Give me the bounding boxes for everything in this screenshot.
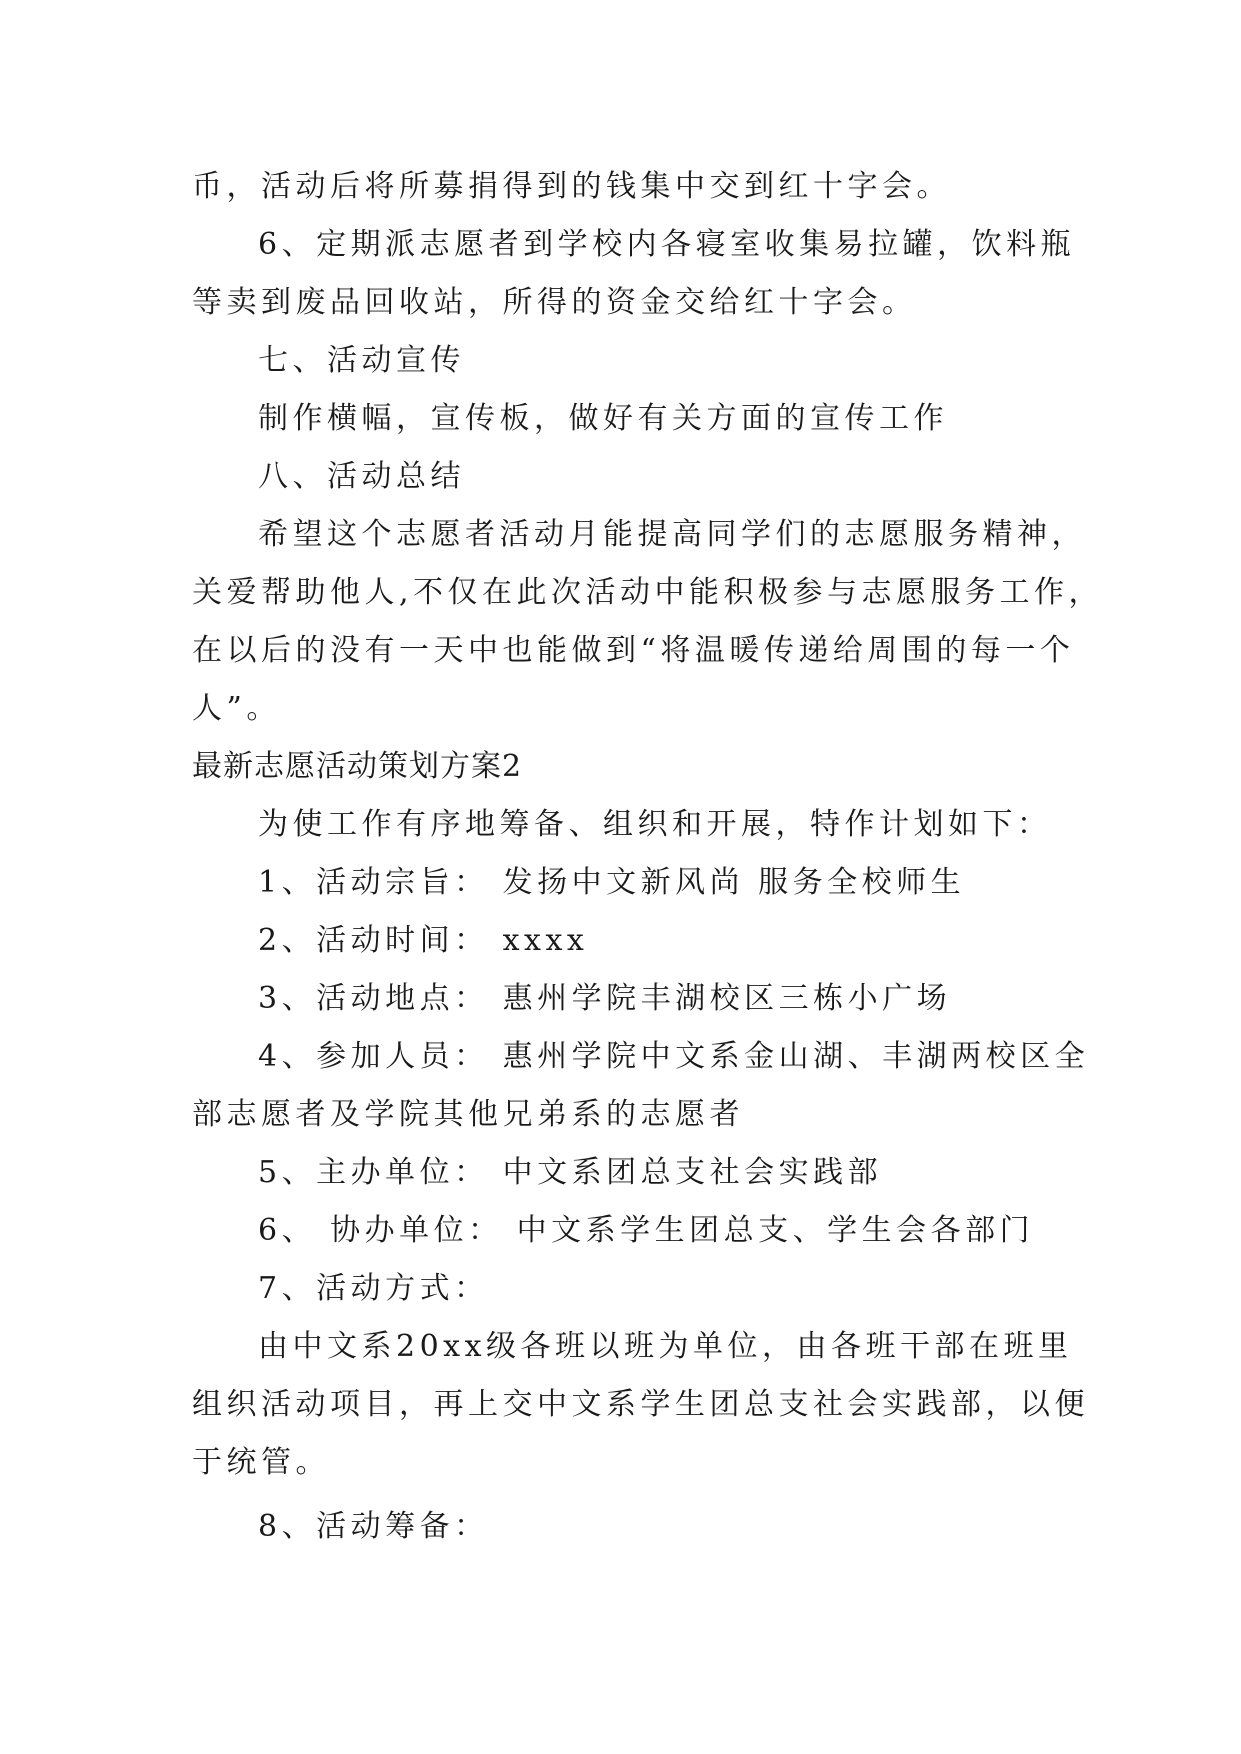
text-line: 8、活动筹备： (258, 1509, 489, 1544)
text-line: 4、参加人员： 惠州学院中文系金山湖、丰湖两校区全 (258, 1039, 1090, 1074)
text-line: 七、活动宣传 (258, 343, 465, 378)
text-line: 5、主办单位： 中文系团总支社会实践部 (258, 1155, 883, 1190)
text-line: 部志愿者及学院其他兄弟系的志愿者 (192, 1097, 744, 1132)
text-line: 在以后的没有一天中也能做到“将温暖传递给周围的每一个 (192, 633, 1075, 668)
text-line: 于统管。 (192, 1445, 330, 1480)
text-line: 制作横幅，宣传板，做好有关方面的宣传工作 (258, 401, 948, 436)
text-line: 3、活动地点： 惠州学院丰湖校区三栋小广场 (258, 981, 952, 1016)
document-body (192, 158, 1104, 1556)
text-line: 1、活动宗旨： 发扬中文新风尚 服务全校师生 (258, 865, 966, 900)
section-heading: 最新志愿活动策划方案2 (192, 749, 523, 784)
text-line: 由中文系20xx级各班以班为单位，由各班干部在班里 (258, 1329, 1073, 1364)
text-line: 等卖到废品回收站，所得的资金交给红十字会。 (192, 285, 917, 320)
text-line: 希望这个志愿者活动月能提高同学们的志愿服务精神， (258, 517, 1086, 552)
text-line: 关爱帮助他人,不仅在此次活动中能积极参与志愿服务工作， (192, 575, 1104, 610)
text-line: 为使工作有序地筹备、组织和开展，特作计划如下： (258, 807, 1052, 842)
text-line: 组织活动项目，再上交中文系学生团总支社会实践部，以便 (192, 1387, 1089, 1422)
text-line: 7、活动方式： (258, 1271, 489, 1306)
text-line: 人”。 (192, 691, 281, 726)
text-line: 2、活动时间： xxxx (258, 923, 589, 958)
text-line: 6、 协办单位： 中文系学生团总支、学生会各部门 (258, 1213, 1035, 1248)
text-line: 6、定期派志愿者到学校内各寝室收集易拉罐，饮料瓶 (258, 227, 1076, 262)
text-line: 币，活动后将所募捐得到的钱集中交到红十字会。 (192, 169, 951, 204)
text-line: 八、活动总结 (258, 459, 465, 494)
